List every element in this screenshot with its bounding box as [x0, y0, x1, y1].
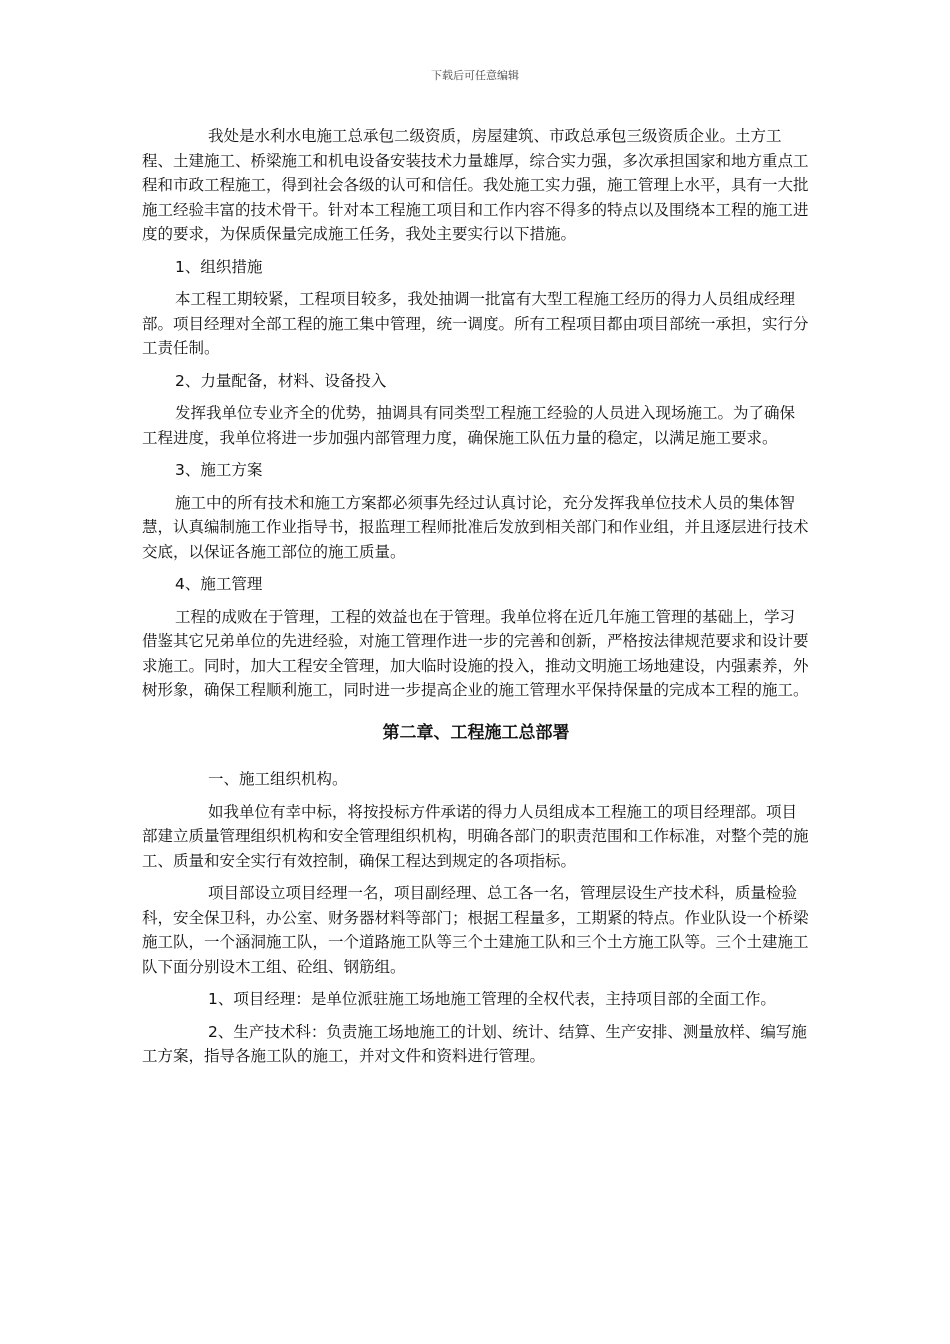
section-1-title: 1、组织措施: [175, 257, 263, 276]
chapter-paragraph-1: 如我单位有幸中标，将按投标方件承诺的得力人员组成本工程施工的项目经理部。项目部建立质量管理组织机构和安全管理组织机构，明确各部门的职责范围和工作标准，对整个莞的施工、质量和安全实行有效控制，确保工程达到规定的各项指标。: [142, 802, 809, 870]
section-2-body: 发挥我单位专业齐全的优势，抽调具有同类型工程施工经验的人员进入现场施工。为了确保工程进度，我单位将进一步加强内部管理力度，确保施工队伍力量的稳定，以满足施工要求。: [142, 404, 796, 447]
section-3-body: 施工中的所有技术和施工方案都必须事先经过认真讨论，充分发挥我单位技术人员的集体智慧，认真编制施工作业指导书，报监理工程师批准后发放到相关部门和作业组，并且逐层进行技术交底，以保证各施工部位的施工质量。: [142, 493, 809, 561]
section-4-body: 工程的成败在于管理，工程的效益也在于管理。我单位将在近几年施工管理的基础上，学习借鉴其它兄弟单位的先进经验，对施工管理作进一步的完善和创新，严格按法律规范要求和设计要求施工。同时，加大工程安全管理，加大临时设施的投入，推动文明施工场地建设，内强素养，外树形象，确保工程顺利施工，同时进一步提高企业的施工管理水平保持保量的完成本工程的施工。: [142, 607, 809, 699]
intro-paragraph: 我处是水利水电施工总承包二级资质，房屋建筑、市政总承包三级资质企业。土方工程、土建施工、桥梁施工和机电设备安装技术力量雄厚，综合实力强，多次承担国家和地方重点工程和市政工程施工，得到社会各级的认可和信任。我处施工实力强，施工管理上水平，具有一大批施工经验丰富的技术骨干。针对本工程施工项目和工作内容不得多的特点以及围绕本工程的施工进度的要求，为保质保量完成施工任务，我处主要实行以下措施。: [142, 127, 809, 243]
chapter-paragraph-4: 2、生产技术科：负责施工场地施工的计划、统计、结算、生产安排、测量放样、编写施工方案，指导各施工队的施工，并对文件和资料进行管理。: [142, 1022, 807, 1065]
chapter-paragraph-3: 1、项目经理：是单位派驻施工场地施工管理的全权代表，主持项目部的全面工作。: [208, 990, 776, 1008]
chapter-paragraph-2: 项目部设立项目经理一名，项目副经理、总工各一名，管理层设生产技术科，质量检验科，安全保卫科，办公室、财务器材料等部门；根据工程量多，工期紧的特点。作业队设一个桥梁施工队，一个涵洞施工队，一个道路施工队等三个土建施工队和三个土方施工队等。三个土建施工队下面分别设木工组、砼组、钢筋组。: [142, 884, 809, 976]
page-header: 下载后可任意编辑: [431, 69, 519, 82]
document-body: [142, 124, 810, 1077]
section-1-body: 本工程工期较紧，工程项目较多，我处抽调一批富有大型工程施工经历的得力人员组成经理部。项目经理对全部工程的施工集中管理，统一调度。所有工程项目都由项目部统一承担，实行分工责任制。: [142, 290, 809, 357]
chapter-title: 第二章、工程施工总部署: [382, 722, 570, 743]
chapter-section-1-title: 一、施工组织机构。: [208, 770, 348, 788]
section-4-title: 4、施工管理: [175, 575, 263, 593]
section-2-title: 2、力量配备，材料、设备投入: [175, 371, 387, 390]
section-3-title: 3、施工方案: [175, 461, 263, 479]
